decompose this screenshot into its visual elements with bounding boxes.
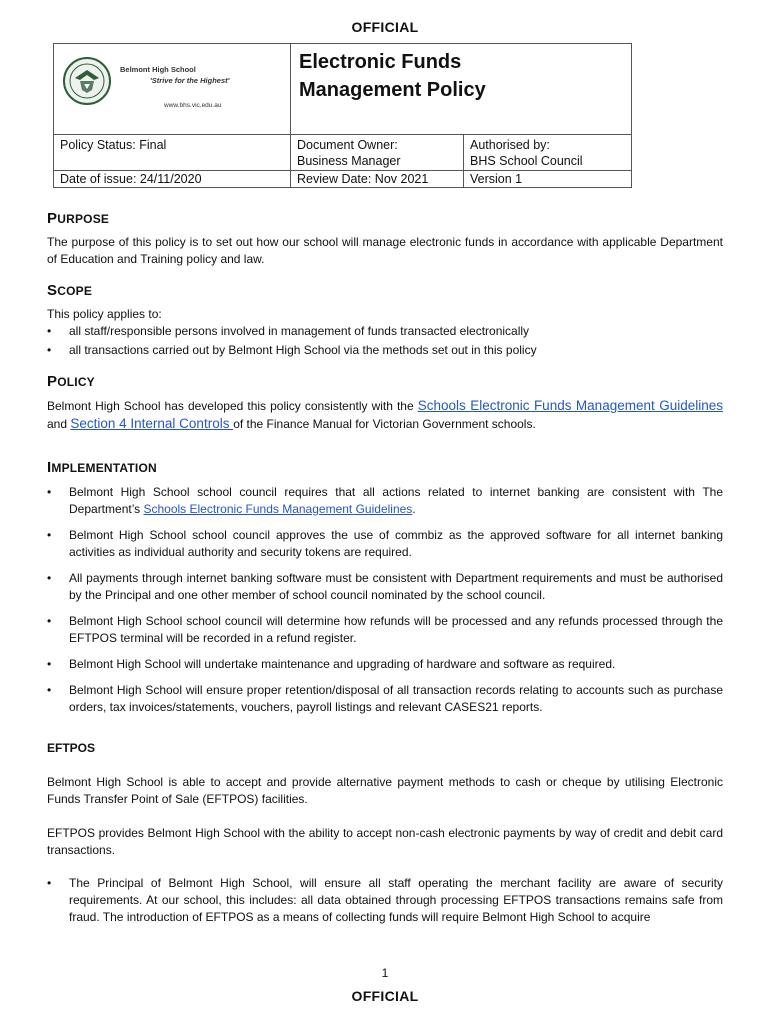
scope-item: • all transactions carried out by Belmont High School via the methods set out in this policy bbox=[47, 342, 723, 359]
internal-controls-link[interactable]: Section 4 Internal Controls bbox=[70, 416, 234, 431]
policy-text: Belmont High School has developed this policy consistently with the Schools Electronic Funds Management Guidelines and Section 4 Internal Controls of the Finance Manual for Victorian Government schools. bbox=[47, 398, 723, 431]
date-of-issue: Date of issue: 24/11/2020 bbox=[54, 171, 291, 188]
logo-cell bbox=[54, 44, 291, 135]
document-owner bbox=[291, 135, 464, 171]
implementation-item: • Belmont High School school council approves the use of commbiz as the approved software for all internet banking activities as individual authority and security tokens are required. bbox=[47, 527, 723, 561]
implementation-item: • Belmont High School will undertake maintenance and upgrading of hardware and software as required. bbox=[47, 656, 723, 673]
eftpos-paragraph: Belmont High School is able to accept and provide alternative payment methods to cash or cheque by utilising Electronic Funds Transfer Point of Sale (EFTPOS) facilities. bbox=[47, 775, 723, 806]
logo-website: www.bhs.vic.edu.au bbox=[164, 102, 222, 109]
implementation-heading: IMPLEMENTATION bbox=[47, 459, 157, 476]
scope-item: • all staff/responsible persons involved in management of funds transacted electronically bbox=[47, 323, 723, 340]
scope-list bbox=[47, 323, 723, 359]
document-header-table bbox=[53, 43, 632, 188]
policy-status: Policy Status: Final bbox=[54, 135, 291, 171]
page-number: 1 bbox=[381, 966, 389, 980]
scope-heading: SCOPE bbox=[47, 282, 93, 299]
implementation-list bbox=[47, 484, 723, 716]
title-line-2: Management Policy bbox=[299, 79, 486, 101]
scope-intro: This policy applies to: bbox=[47, 307, 162, 321]
guidelines-link-2[interactable]: Schools Electronic Funds Management Guidelines bbox=[143, 502, 413, 516]
implementation-item: • Belmont High School will ensure proper retention/disposal of all transaction records relating to accounts such as purchase orders, tax invoices/statements, vouchers, payroll listings and relevant CASES21 reports. bbox=[47, 682, 723, 716]
version: Version 1 bbox=[464, 171, 632, 188]
eftpos-paragraph: EFTPOS provides Belmont High School with the ability to accept non-cash electronic payments by way of credit and debit card transactions. bbox=[47, 826, 723, 857]
school-crest-icon bbox=[62, 56, 112, 106]
logo-motto: 'Strive for the Highest' bbox=[150, 76, 230, 85]
document-title bbox=[291, 44, 632, 135]
logo-school-name: Belmont High School bbox=[120, 65, 196, 74]
school-logo bbox=[54, 44, 290, 134]
purpose-heading: PURPOSE bbox=[47, 210, 110, 227]
review-date: Review Date: Nov 2021 bbox=[291, 171, 464, 188]
owner-label: Document Owner: bbox=[297, 138, 398, 152]
document-body bbox=[47, 210, 723, 926]
title-line-1: Electronic Funds bbox=[299, 51, 462, 73]
implementation-item: • Belmont High School school council will determine how refunds will be processed and any refunds processed through the EFTPOS terminal will be recorded in a refund register. bbox=[47, 613, 723, 647]
owner-value: Business Manager bbox=[297, 154, 401, 168]
guidelines-link[interactable]: Schools Electronic Funds Management Guidelines bbox=[417, 398, 723, 413]
implementation-item: • All payments through internet banking software must be consistent with Department requirements and must be authorised by the Principal and one other member of school council nominated by the school council. bbox=[47, 570, 723, 604]
eftpos-item: • The Principal of Belmont High School, will ensure all staff operating the merchant facility are aware of security requirements. At our school, this includes: all data obtained through processing EFTPOS transactions remains safe from fraud. The introduction of EFTPOS as a means of collecting funds will require Belmont High School to acquire bbox=[47, 875, 723, 926]
authorised-by bbox=[464, 135, 632, 171]
authorised-label: Authorised by: bbox=[470, 138, 550, 152]
security-marking-bottom: OFFICIAL bbox=[351, 988, 419, 1004]
eftpos-list bbox=[47, 875, 723, 926]
policy-heading: POLICY bbox=[47, 373, 95, 390]
security-marking-top: OFFICIAL bbox=[351, 19, 419, 35]
implementation-item: • Belmont High School school council requires that all actions related to internet banking are consistent with The Department’s Schools Electronic Funds Management Guidelines. bbox=[47, 484, 723, 518]
eftpos-heading: EFTPOS bbox=[47, 741, 96, 755]
authorised-value: BHS School Council bbox=[470, 154, 583, 168]
purpose-text: The purpose of this policy is to set out how our school will manage electronic funds in accordance with applicable Department of Education and Training policy and law. bbox=[47, 235, 723, 266]
